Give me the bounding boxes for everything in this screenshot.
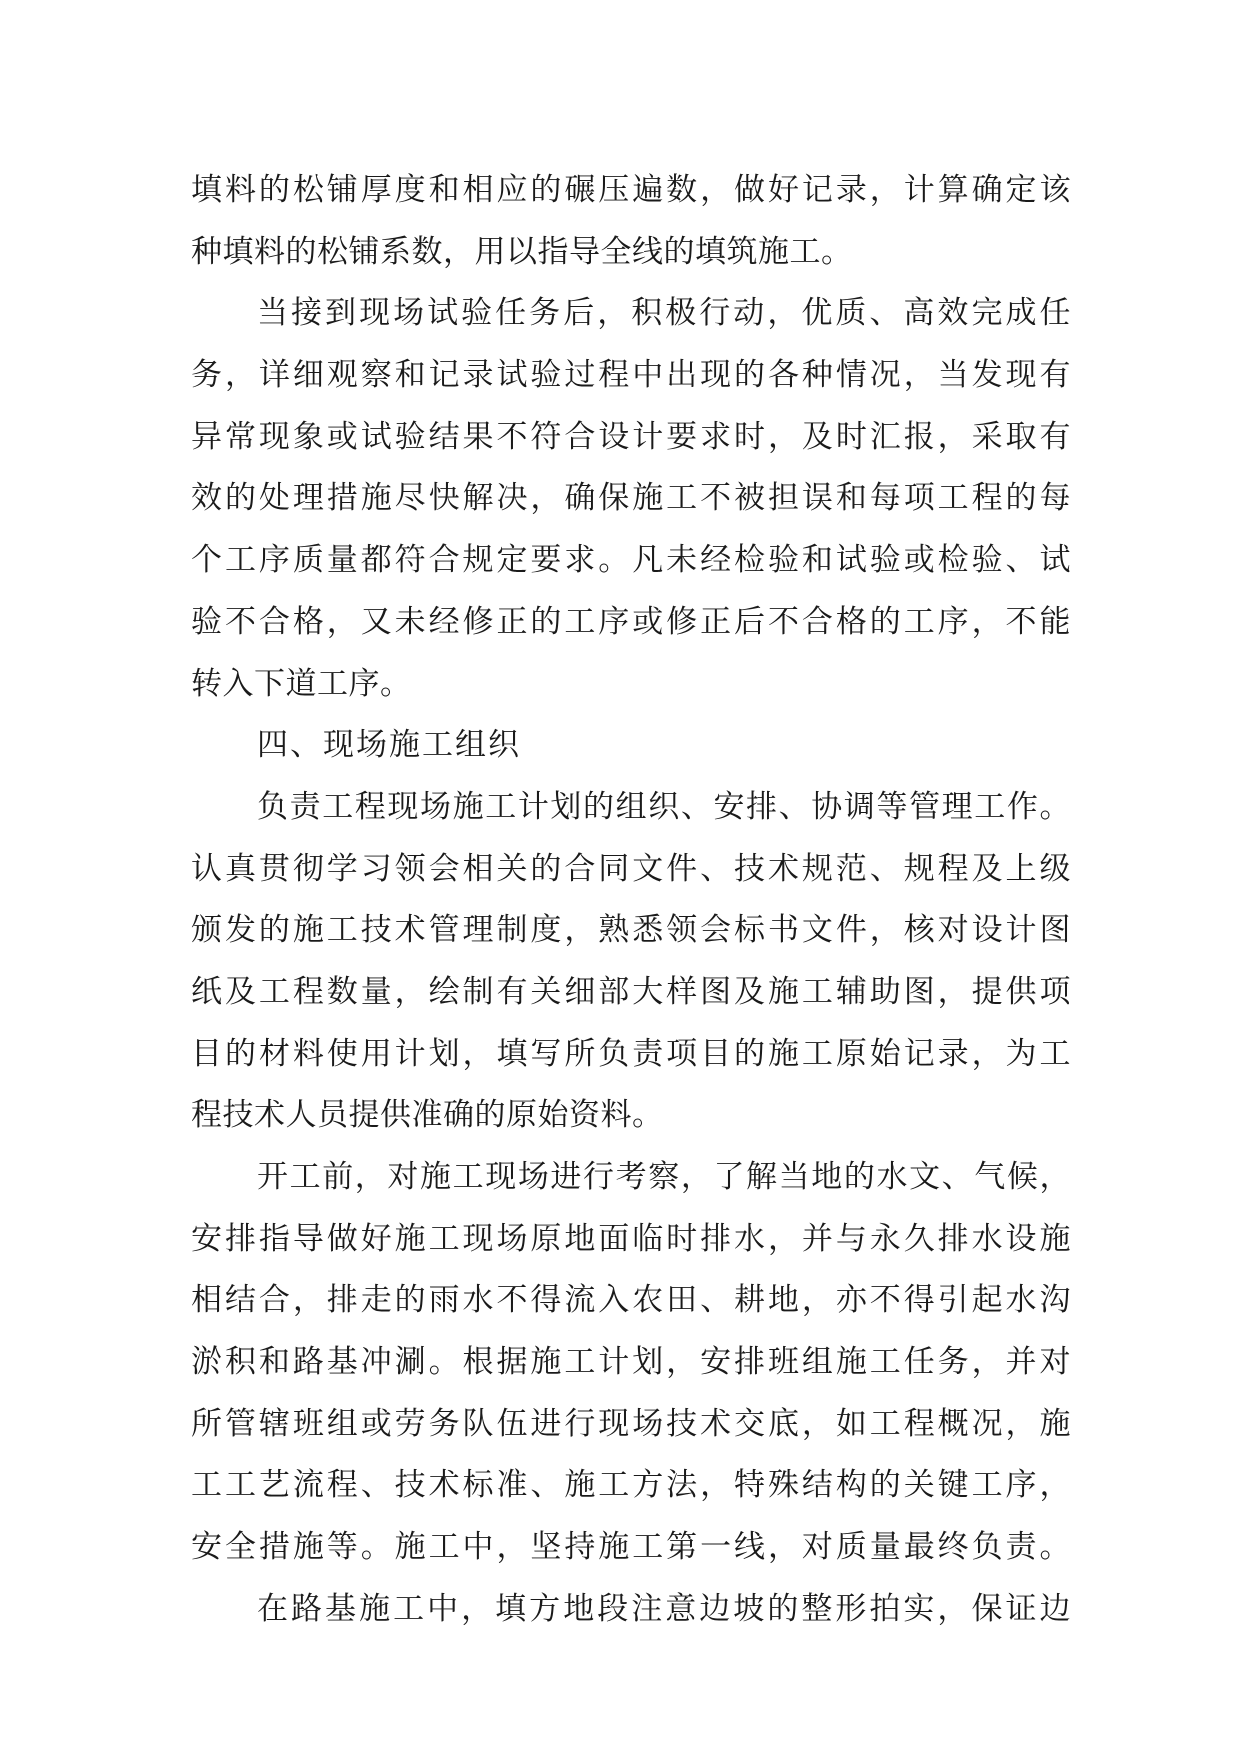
text-line: 纸及工程数量，绘制有关细部大样图及施工辅助图，提供项 (191, 973, 1071, 1010)
text-line: 填料的松铺厚度和相应的碾压遍数，做好记录，计算确定该 (191, 172, 1071, 208)
text-line: 淤积和路基冲涮。根据施工计划，安排班组施工任务，并对 (191, 1344, 1071, 1381)
text-line: 种填料的松铺系数，用以指导全线的填筑施工。 (191, 233, 853, 270)
paragraph-fill-compaction (191, 160, 1071, 283)
text-line: 目的材料使用计划，填写所负责项目的施工原始记录，为工 (191, 1035, 1071, 1072)
text-line: 个工序质量都符合规定要求。凡未经检验和试验或检验、试 (191, 542, 1071, 579)
text-line: 认真贯彻学习领会相关的合同文件、技术规范、规程及上级 (191, 850, 1071, 887)
text-line: 在路基施工中，填方地段注意边坡的整形拍实，保证边 (257, 1590, 1071, 1627)
text-line: 开工前，对施工现场进行考察，了解当地的水文、气候， (257, 1159, 1071, 1195)
text-line: 务，详细观察和记录试验过程中出现的各种情况，当发现有 (191, 357, 1071, 394)
paragraph-pre-construction (191, 1147, 1071, 1579)
document-body (191, 160, 1071, 1641)
text-line: 所管辖班组或劳务队伍进行现场技术交底，如工程概况，施 (191, 1405, 1071, 1442)
text-line: 相结合，排走的雨水不得流入农田、耕地，亦不得引起水沟 (191, 1282, 1071, 1319)
text-line: 安全措施等。施工中，坚持施工第一线，对质量最终负责。 (191, 1529, 1071, 1566)
paragraph-site-plan-management (191, 777, 1071, 1147)
text-line: 颁发的施工技术管理制度，熟悉领会标书文件，核对设计图 (191, 912, 1071, 949)
text-line: 工工艺流程、技术标准、施工方法，特殊结构的关键工序， (191, 1467, 1071, 1504)
text-line: 验不合格，又未经修正的工序或修正后不合格的工序，不能 (191, 603, 1071, 640)
section-heading-site-organization (191, 715, 1071, 777)
text-line: 当接到现场试验任务后，积极行动，优质、高效完成任 (257, 295, 1071, 332)
text-line: 负责工程现场施工计划的组织、安排、协调等管理工作。 (257, 788, 1071, 825)
paragraph-field-test-tasks (191, 283, 1071, 715)
text-line: 异常现象或试验结果不符合设计要求时，及时汇报，采取有 (191, 418, 1071, 455)
section-heading: 四、现场施工组织 (257, 727, 521, 764)
text-line: 效的处理措施尽快解决，确保施工不被担误和每项工程的每 (191, 480, 1071, 517)
text-line: 转入下道工序。 (191, 665, 412, 702)
text-line: 安排指导做好施工现场原地面临时排水，并与永久排水设施 (191, 1220, 1071, 1257)
text-line: 程技术人员提供准确的原始资料。 (191, 1097, 664, 1134)
paragraph-subgrade-construction (191, 1579, 1071, 1641)
